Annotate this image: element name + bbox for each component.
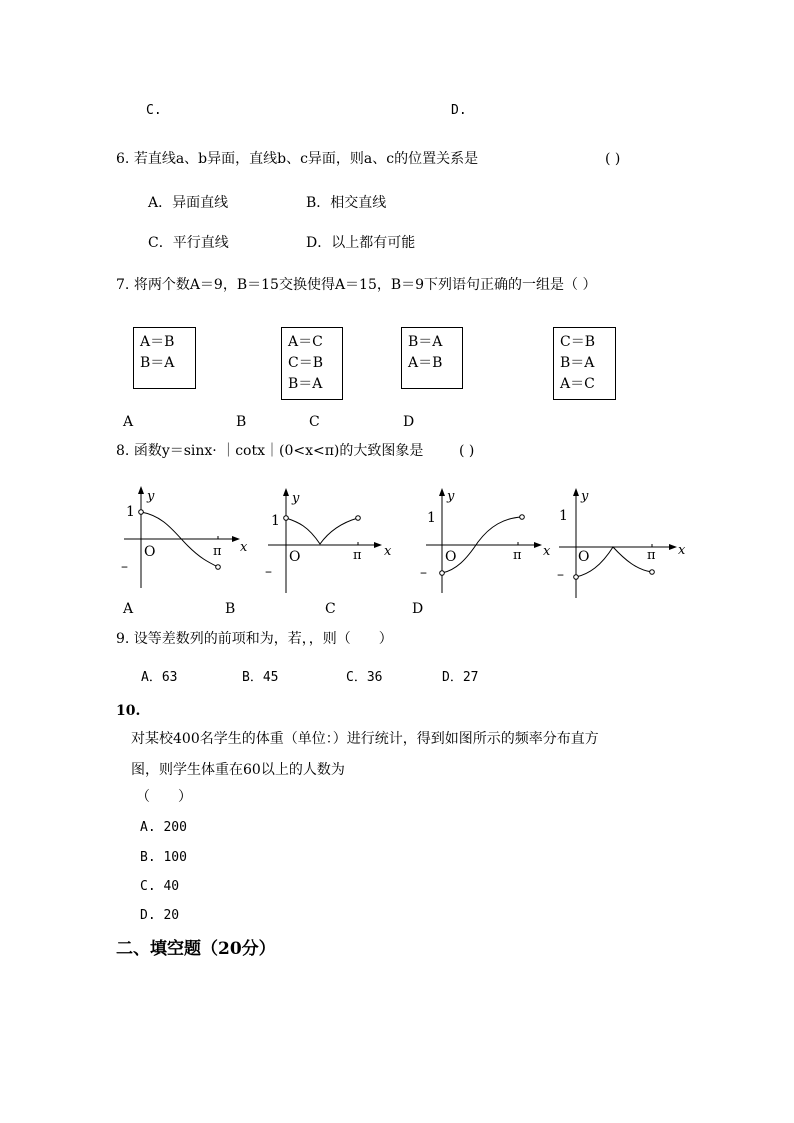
q8-stem: . 函数y＝sinx· ｜cotx｜(0<x<π)的大致图象是 bbox=[124, 443, 424, 459]
q6-option-c: C．平行直线 bbox=[148, 235, 229, 251]
tick-one: 1 bbox=[427, 510, 436, 526]
tick-minus-one: – bbox=[121, 559, 128, 575]
x-axis-label: x bbox=[384, 544, 392, 559]
open-endpoint bbox=[284, 516, 289, 521]
y-axis-label: y bbox=[581, 489, 589, 504]
q6-answer-paren: ( ) bbox=[605, 151, 621, 167]
q7-stem: . 将两个数A＝9，B＝15交换使得A＝15，B＝9下列语句正确的一组是（ ） bbox=[124, 277, 597, 293]
q9-option-d: D．27 bbox=[442, 670, 479, 685]
origin-label: O bbox=[289, 549, 301, 565]
code-line: C＝B bbox=[288, 355, 323, 371]
q8-graph-c bbox=[412, 480, 557, 595]
origin-label: O bbox=[578, 549, 590, 565]
code-line: A＝B bbox=[140, 334, 175, 350]
q6-number: 6 bbox=[116, 151, 125, 167]
q10-option-c: C. 40 bbox=[140, 879, 180, 894]
code-line: B＝A bbox=[140, 355, 175, 371]
code-line: C＝B bbox=[560, 334, 595, 350]
q9-option-a: A．63 bbox=[141, 670, 178, 685]
origin-label: O bbox=[445, 549, 457, 565]
code-line: B＝A bbox=[560, 355, 595, 371]
q5-option-c: C. bbox=[146, 103, 162, 118]
q6-option-d: D．以上都有可能 bbox=[306, 235, 416, 251]
tick-one: 1 bbox=[559, 508, 568, 524]
q8-graph-a bbox=[112, 480, 257, 590]
open-endpoint bbox=[440, 571, 445, 576]
open-endpoint bbox=[650, 570, 655, 575]
q10-answer-paren: （ ） bbox=[136, 789, 192, 805]
q10-stem-line2: 图，则学生体重在60以上的人数为 bbox=[131, 762, 345, 778]
q8-label-d: D bbox=[412, 601, 424, 617]
section-heading: 二、填空题（20分） bbox=[116, 939, 276, 959]
q6-stem: . 若直线a、b异面，直线b、c异面，则a、c的位置关系是 bbox=[124, 151, 479, 167]
open-endpoint bbox=[520, 515, 525, 520]
q7-label-c: C bbox=[309, 414, 320, 430]
x-axis-label: x bbox=[543, 544, 551, 559]
y-axis-label: y bbox=[147, 489, 155, 504]
q8-label-c: C bbox=[325, 601, 336, 617]
code-line: B＝A bbox=[408, 334, 443, 350]
open-endpoint bbox=[139, 510, 144, 515]
tick-pi: π bbox=[647, 548, 656, 563]
open-endpoint bbox=[216, 565, 221, 570]
tick-pi: π bbox=[213, 544, 222, 559]
q7-label-b: B bbox=[236, 414, 247, 430]
q7-box-a bbox=[133, 327, 196, 389]
q9-question: 9. 设等差数列的前项和为，若，，则（ ） bbox=[116, 631, 393, 647]
open-endpoint bbox=[574, 575, 579, 580]
tick-one: 1 bbox=[271, 513, 280, 529]
q7-label-a: A bbox=[123, 414, 134, 430]
code-line: A＝B bbox=[408, 355, 443, 371]
q6-question bbox=[116, 150, 478, 168]
q9-option-c: C．36 bbox=[346, 670, 383, 685]
x-axis-label: x bbox=[240, 540, 248, 555]
y-axis-label: y bbox=[447, 489, 455, 504]
code-line: A＝C bbox=[288, 334, 323, 350]
q8-graph-b bbox=[258, 480, 403, 595]
q7-number: 7 bbox=[116, 277, 125, 293]
q5-option-d: D. bbox=[451, 103, 467, 118]
origin-label: O bbox=[144, 544, 156, 560]
code-line: B＝A bbox=[288, 376, 323, 392]
y-axis-label: y bbox=[292, 491, 300, 506]
q10-option-d: D. 20 bbox=[140, 908, 180, 923]
q8-question bbox=[116, 442, 423, 460]
q10-option-a: A. 200 bbox=[140, 820, 187, 835]
q8-label-a: A bbox=[123, 601, 134, 617]
tick-minus-one: – bbox=[420, 565, 427, 581]
q9-option-b: B．45 bbox=[242, 670, 279, 685]
q8-number: 8 bbox=[116, 443, 125, 459]
q10-stem-line1: 对某校400名学生的体重（单位：）进行统计，得到如图所示的频率分布直方 bbox=[131, 731, 599, 747]
q7-question bbox=[116, 276, 597, 294]
q8-graph-d bbox=[545, 480, 690, 600]
tick-pi: π bbox=[513, 548, 522, 563]
tick-one: 1 bbox=[126, 504, 135, 520]
q10-number: 10. bbox=[116, 703, 141, 719]
q7-box-c bbox=[401, 327, 463, 389]
q7-box-b bbox=[281, 327, 343, 400]
code-line: A＝C bbox=[560, 376, 595, 392]
tick-pi: π bbox=[353, 548, 362, 563]
open-endpoint bbox=[356, 516, 361, 521]
q6-option-a: A．异面直线 bbox=[148, 195, 229, 211]
q6-option-b: B．相交直线 bbox=[306, 195, 387, 211]
tick-minus-one: – bbox=[265, 564, 272, 580]
q8-label-b: B bbox=[225, 601, 236, 617]
q7-box-d bbox=[553, 327, 616, 400]
tick-minus-one: – bbox=[557, 567, 564, 583]
q7-label-d: D bbox=[403, 414, 415, 430]
x-axis-label: x bbox=[678, 543, 686, 558]
q10-option-b: B. 100 bbox=[140, 850, 187, 865]
q8-answer-paren: ( ) bbox=[459, 443, 475, 459]
